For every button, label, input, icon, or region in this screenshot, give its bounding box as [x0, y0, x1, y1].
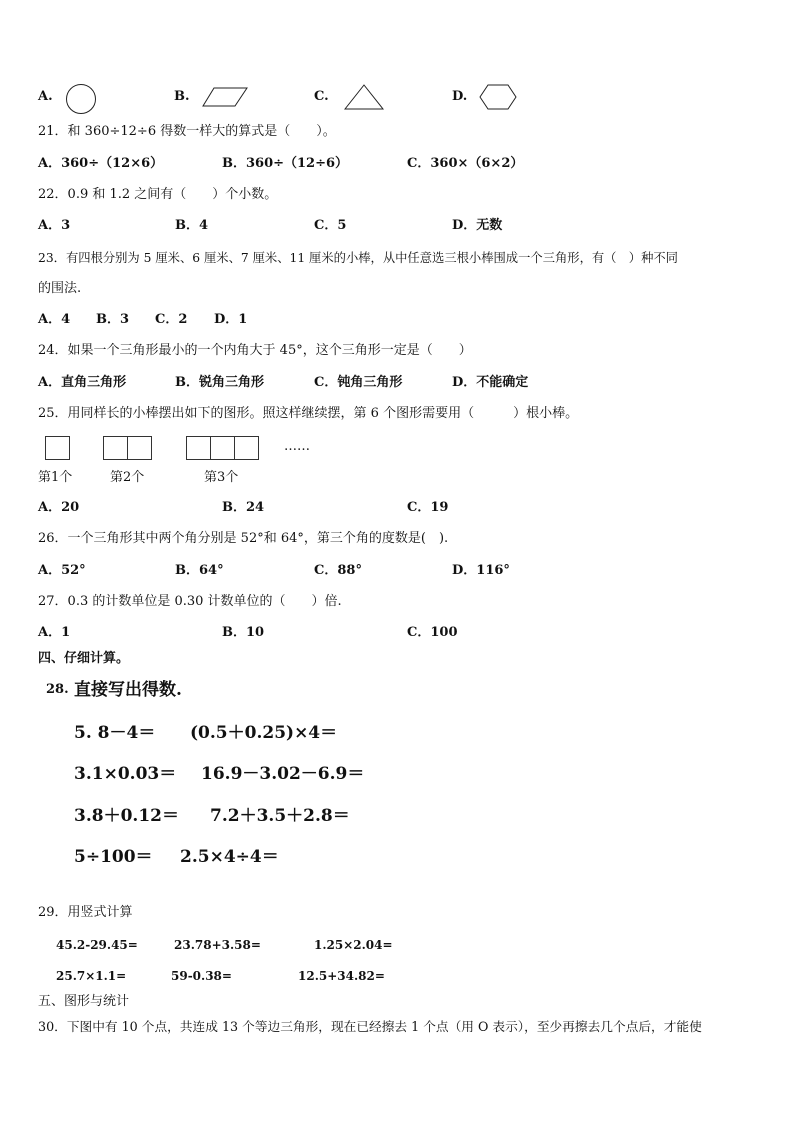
calc-item-4: 16.9－3.02－6.9＝ — [201, 764, 365, 784]
vertical-calc-6: 12.5+34.82= — [298, 969, 385, 983]
q26-option-c: C．88° — [314, 563, 362, 578]
vertical-calc-4: 25.7×1.1= — [56, 969, 127, 983]
figure-2-label: 第2个 — [110, 470, 145, 485]
q27-option-b: B．10 — [222, 625, 265, 640]
q25-option-a: A．20 — [38, 500, 80, 515]
triangle-icon — [344, 84, 384, 110]
q26-option-a: A．52° — [38, 563, 86, 578]
q23-option-b: B．3 — [96, 312, 130, 327]
question-30: 30．下图中有 10 个点，共连成 13 个等边三角形，现在已经擦去 1 个点（用 O 表示），至少再擦去几个点后，才能使 — [38, 1019, 702, 1034]
q21-option-a: A．360÷（12×6） — [38, 156, 164, 171]
vertical-calc-3: 1.25×2.04= — [314, 938, 393, 952]
figure-3-label: 第3个 — [204, 470, 239, 485]
q21-option-c: C．360×（6×2） — [407, 156, 524, 171]
q23-option-a: A．4 — [38, 312, 71, 327]
q29-title: 29．用竖式计算 — [38, 905, 133, 920]
vertical-calc-1: 45.2-29.45= — [56, 938, 138, 952]
question-22: 22．0.9 和 1.2 之间有（ ）个小数。 — [38, 187, 278, 202]
q21-option-b: B．360÷（12÷6） — [222, 156, 349, 171]
circle-icon — [64, 84, 98, 114]
shape-options-row — [0, 84, 794, 108]
vertical-calc-5: 59-0.38= — [171, 969, 232, 983]
hexagon-icon — [479, 84, 517, 110]
calc-item-1: 5. 8－4＝ — [74, 723, 156, 743]
q24-option-d: D．不能确定 — [452, 375, 529, 390]
q27-option-c: C．100 — [407, 625, 458, 640]
q28-title: 直接写出得数. — [74, 680, 182, 700]
q28-number: 28. — [46, 682, 69, 697]
question-23-line-1: 23．有四根分别为 5 厘米、6 厘米、7 厘米、11 厘米的小棒，从中任意选三根小棒围成一个三角形，有（ ）种不同 — [38, 251, 678, 265]
q25-option-c: C．19 — [407, 500, 449, 515]
calc-item-8: 2.5×4÷4＝ — [180, 847, 279, 867]
option-d-label: D. — [452, 89, 468, 104]
q26-option-d: D．116° — [452, 563, 510, 578]
q24-option-a: A．直角三角形 — [38, 375, 127, 390]
question-25: 25．用同样长的小棒摆出如下的图形。照这样继续摆，第 6 个图形需要用（ ）根小棒。 — [38, 406, 579, 421]
q23-option-c: C．2 — [155, 312, 188, 327]
question-21: 21．和 360÷12÷6 得数一样大的算式是（ ）。 — [38, 124, 336, 139]
q25-option-b: B．24 — [222, 500, 265, 515]
question-26: 26．一个三角形其中两个角分别是 52°和 64°，第三个角的度数是( ). — [38, 531, 449, 546]
ellipsis: …… — [284, 439, 310, 454]
q27-option-a: A．1 — [38, 625, 71, 640]
calc-item-7: 5÷100＝ — [74, 847, 153, 867]
q22-option-c: C．5 — [314, 218, 347, 233]
option-c-label: C. — [314, 89, 329, 104]
calc-item-2: (0.5＋0.25)×4＝ — [190, 723, 338, 743]
section-5-heading: 五、图形与统计 — [38, 994, 130, 1009]
figure-1-label: 第1个 — [38, 470, 73, 485]
q26-option-b: B．64° — [175, 563, 224, 578]
calc-item-3: 3.1×0.03＝ — [74, 764, 177, 784]
q24-option-c: C．钝角三角形 — [314, 375, 403, 390]
vertical-calc-2: 23.78+3.58= — [174, 938, 261, 952]
question-27: 27．0.3 的计数单位是 0.30 计数单位的（ ）倍. — [38, 594, 342, 609]
calc-item-5: 3.8＋0.12＝ — [74, 806, 179, 826]
q22-option-b: B．4 — [175, 218, 209, 233]
q24-option-b: B．锐角三角形 — [175, 375, 264, 390]
section-4-heading: 四、仔细计算。 — [38, 651, 130, 666]
calc-item-6: 7.2＋3.5＋2.8＝ — [210, 806, 350, 826]
q22-option-d: D．无数 — [452, 218, 503, 233]
q22-option-a: A．3 — [38, 218, 71, 233]
q23-option-d: D．1 — [214, 312, 248, 327]
parallelogram-icon — [202, 87, 248, 107]
question-23-line-2: 的围法. — [38, 281, 82, 296]
option-a-label: A. — [38, 89, 53, 104]
option-b-label: B. — [174, 89, 190, 104]
question-24: 24．如果一个三角形最小的一个内角大于 45°，这个三角形一定是（ ） — [38, 343, 472, 358]
